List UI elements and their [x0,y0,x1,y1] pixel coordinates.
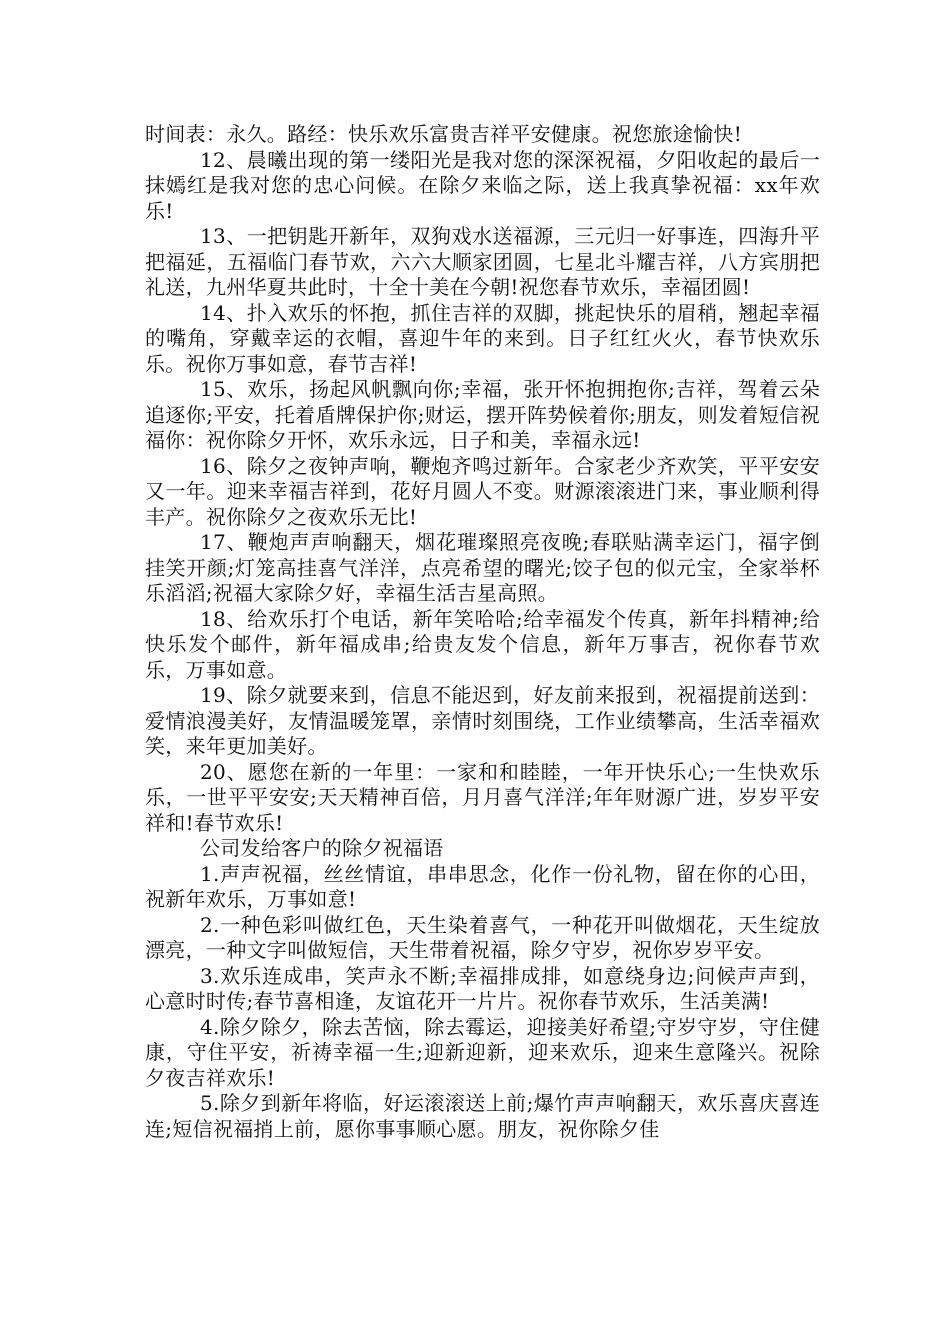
paragraph: 5.除夕到新年将临，好运滚滚送上前;爆竹声声响翻天，欢乐喜庆喜连连;短信祝福捎上前，愿你事事顺心愿。朋友，祝你除夕佳 [145,1091,820,1141]
paragraph: 12、晨曦出现的第一缕阳光是我对您的深深祝福，夕阳收起的最后一抹嫣红是我对您的忠心问候。在除夕来临之际，送上我真挚祝福：xx年欢乐! [145,147,820,223]
paragraph: 13、一把钥匙开新年，双狗戏水送福源，三元归一好事连，四海升平把福延，五福临门春节欢，六六大顺家团圆，七星北斗耀吉祥，八方宾朋把礼送，九州华夏共此时，十全十美在今朝!祝您春节欢乐，幸福团圆! [145,224,820,299]
paragraph: 20、愿您在新的一年里：一家和和睦睦，一年开快乐心;一生快欢乐乐，一世平平安安;天天精神百倍，月月喜气洋洋;年年财源广进，岁岁平安祥和!春节欢乐! [145,759,820,835]
paragraph: 16、除夕之夜钟声响，鞭炮齐鸣过新年。合家老少齐欢笑，平平安安又一年。迎来幸福吉祥到，花好月圆人不变。财源滚滚进门来，事业顺利得丰产。祝你除夕之夜欢乐无比! [145,453,820,529]
paragraph: 15、欢乐，扬起风帆飘向你;幸福，张开怀抱拥抱你;吉祥，驾着云朵追逐你;平安，托着盾牌保护你;财运，摆开阵势候着你;朋友，则发着短信祝福你：祝你除夕开怀，欢乐永远，日子和美，幸福永远! [145,377,820,452]
paragraph: 2.一种色彩叫做红色，天生染着喜气，一种花开叫做烟花，天生绽放漂亮，一种文字叫做短信，天生带着祝福，除夕守岁，祝你岁岁平安。 [145,912,820,962]
paragraph: 1.声声祝福，丝丝情谊，串串思念，化作一份礼物，留在你的心田，祝新年欢乐，万事如意! [145,861,820,911]
paragraph: 18、给欢乐打个电话，新年笑哈哈;给幸福发个传真，新年抖精神;给快乐发个邮件，新年福成串;给贵友发个信息，新年万事吉，祝你春节欢乐，万事如意。 [145,606,820,682]
paragraph: 14、扑入欢乐的怀抱，抓住吉祥的双脚，挑起快乐的眉稍，翘起幸福的嘴角，穿戴幸运的衣帽，喜迎牛年的来到。日子红红火火，春节快欢乐乐。祝你万事如意，春节吉祥! [145,300,820,376]
paragraph: 时间表：永久。路经：快乐欢乐富贵吉祥平安健康。祝您旅途愉快! [145,122,743,146]
paragraph: 19、除夕就要来到，信息不能迟到，好友前来报到，祝福提前送到：爱情浪漫美好，友情温暖笼罩，亲情时刻围绕，工作业绩攀高，生活幸福欢笑，来年更加美好。 [145,683,820,758]
paragraph: 3.欢乐连成串，笑声永不断;幸福排成排，如意绕身边;问候声声到，心意时时传;春节喜相逢，友谊花开一片片。祝你春节欢乐，生活美满! [145,963,820,1013]
paragraph: 17、鞭炮声声响翻天，烟花璀璨照亮夜晚;春联贴满幸运门，福字倒挂笑开颜;灯笼高挂喜气洋洋，点亮希望的曙光;饺子包的似元宝，全家举杯乐滔滔;祝福大家除夕好，幸福生活吉星高照。 [145,530,820,605]
document-body [145,122,820,1142]
section-heading: 公司发给客户的除夕祝福语 [200,836,444,860]
paragraph: 4.除夕除夕，除去苦恼，除去霉运，迎接美好希望;守岁守岁，守住健康，守住平安，祈祷幸福一生;迎新迎新，迎来欢乐，迎来生意隆兴。祝除夕夜吉祥欢乐! [145,1014,820,1090]
